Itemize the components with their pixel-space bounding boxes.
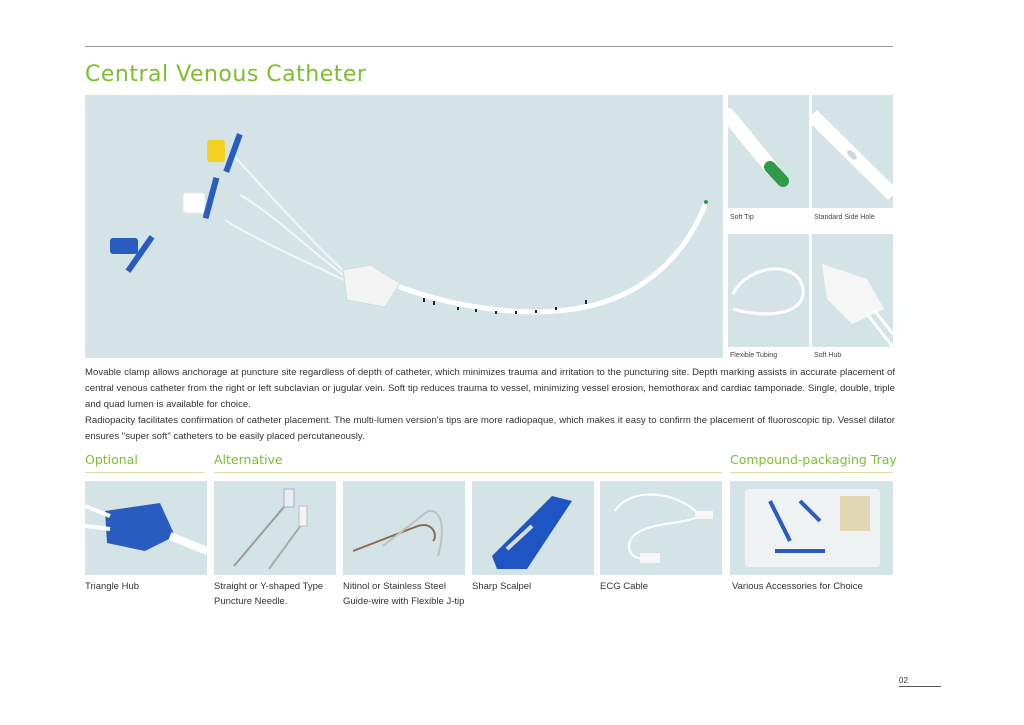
caption-side-hole: Standard Side Hole xyxy=(814,214,875,221)
caption-tray: Various Accessories for Choice xyxy=(732,581,863,592)
section-alternative: Alternative xyxy=(214,452,283,467)
page-number: 02 xyxy=(899,676,941,687)
section-tray: Compound-packaging Tray xyxy=(730,452,897,467)
top-rule xyxy=(85,46,893,47)
flexible-tubing-photo xyxy=(728,234,809,347)
caption-triangle-hub: Triangle Hub xyxy=(85,581,140,592)
caption-flexible-tubing: Flexible Tubing xyxy=(730,352,778,359)
puncture-needle-photo xyxy=(214,481,336,575)
caption-soft-hub: Soft Hub xyxy=(814,352,842,359)
product-description xyxy=(85,365,895,445)
caption-sharp-scalpel: Sharp Scalpel xyxy=(472,581,532,592)
guide-wire-photo xyxy=(343,481,465,575)
ecg-cable-photo xyxy=(600,481,722,575)
caption-guide-wire: Nitinol or Stainless Steel Guide-wire with Flexible J-tip xyxy=(343,581,465,607)
section-optional: Optional xyxy=(85,452,138,467)
caption-puncture-needle: Straight or Y-shaped Type Puncture Needle. xyxy=(214,581,324,607)
description-paragraph-2: Radiopacity facilitates confirmation of catheter placement. The multi-lumen version's tips are more radiopaque, which makes it easy to confirm the placement of fluoroscopic tip. Vessel dilator ensures "super soft" catheters to be easily placed percutaneously. xyxy=(85,415,895,442)
caption-ecg-cable: ECG Cable xyxy=(600,581,649,592)
sharp-scalpel-photo xyxy=(472,481,594,575)
section-optional-rule xyxy=(85,472,205,473)
soft-tip-photo xyxy=(728,95,809,208)
triangle-hub-photo xyxy=(85,481,207,575)
side-hole-photo xyxy=(812,95,893,208)
compound-tray-photo xyxy=(730,481,893,575)
section-tray-rule xyxy=(730,472,893,473)
main-catheter-photo xyxy=(85,95,723,358)
caption-soft-tip: Soft Tip xyxy=(730,214,754,221)
soft-hub-photo xyxy=(812,234,893,347)
page-title: Central Venous Catheter xyxy=(85,62,367,87)
catheter-illustration xyxy=(85,95,723,358)
description-paragraph-1: Movable clamp allows anchorage at puncture site regardless of depth of catheter, which minimizes trauma and irritation to the puncturing site. Depth marking assists in accurate placement of central venous catheter from the right or left subclavian or jugular vein. Soft tip reduces trauma to vessel, minimizing vessel erosion, hemothorax and cardiac tamponade. Single, double, triple and quad lumen is available for choice. xyxy=(85,367,895,410)
section-alternative-rule xyxy=(214,472,722,473)
